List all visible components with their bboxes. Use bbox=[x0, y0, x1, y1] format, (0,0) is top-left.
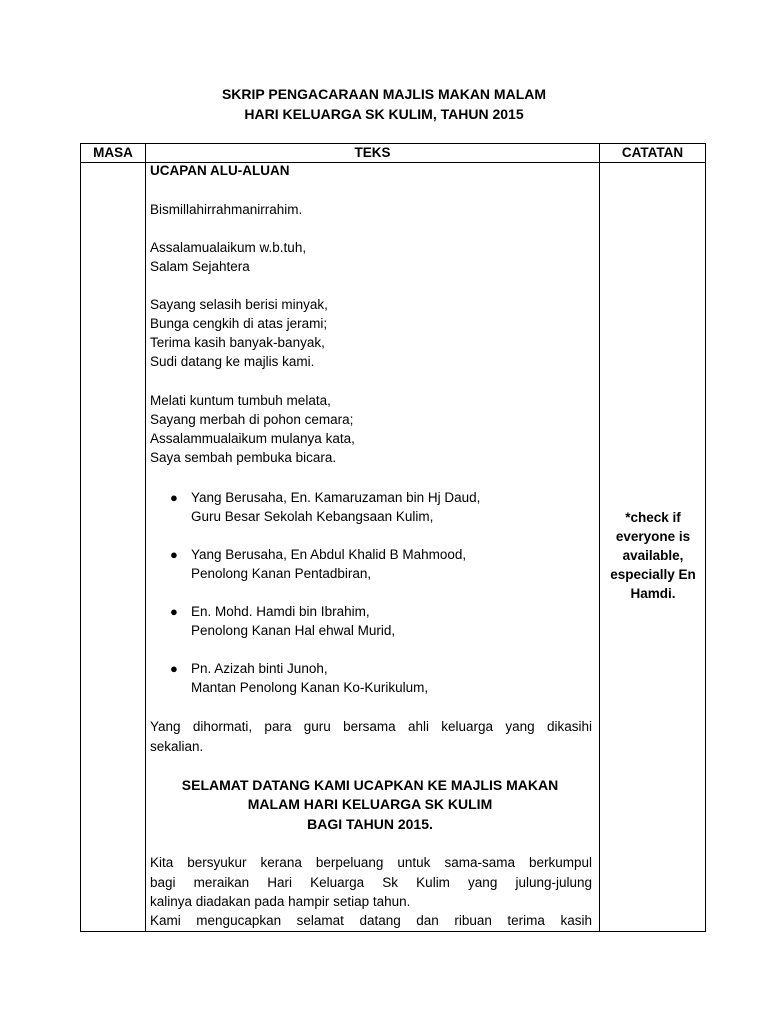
guest-role: Penolong Kanan Pentadbiran, bbox=[191, 566, 372, 581]
guest-role: Penolong Kanan Hal ehwal Murid, bbox=[191, 623, 396, 638]
header-teks: TEKS bbox=[146, 144, 600, 163]
guest-name: En. Mohd. Hamdi bin Ibrahim, bbox=[191, 604, 370, 619]
guest-name: Yang Berusaha, En Abdul Khalid B Mahmood, bbox=[191, 547, 467, 562]
guest-name: Pn. Azizah binti Junoh, bbox=[191, 661, 328, 676]
pantun2-line: Melati kuntum tumbuh melata, bbox=[150, 393, 331, 408]
document-title-line-1: SKRIP PENGACARAAN MAJLIS MAKAN MALAM bbox=[221, 86, 547, 102]
respected-line: sekalian. bbox=[150, 739, 204, 754]
respected-line: Yang dihormati, para guru bersama ahli keluarga yang dikasihi bbox=[150, 719, 592, 734]
guest-role: Mantan Penolong Kanan Ko-Kurikulum, bbox=[191, 680, 429, 695]
welcome-line: MALAM HARI KELUARGA SK KULIM bbox=[247, 796, 493, 812]
catatan-cell bbox=[600, 163, 706, 932]
paragraph-line: Kami mengucapkan selamat datang dan ribuan terima kasih bbox=[150, 913, 592, 928]
pantun1-line: Bunga cengkih di atas jerami; bbox=[150, 316, 328, 331]
paragraph-line: bagi meraikan Hari Keluarga Sk Kulim yang julung-julung bbox=[150, 875, 592, 890]
pantun1-line: Sudi datang ke majlis kami. bbox=[150, 354, 315, 369]
document-title-line-2: HARI KELUARGA SK KULIM, TAHUN 2015 bbox=[244, 106, 524, 122]
section-heading: UCAPAN ALU-ALUAN bbox=[150, 163, 290, 178]
table-row bbox=[81, 163, 706, 932]
pantun1-line: Sayang selasih berisi minyak, bbox=[150, 297, 328, 312]
pantun1-line: Terima kasih banyak-banyak, bbox=[150, 335, 325, 350]
guest-role: Guru Besar Sekolah Kebangsaan Kulim, bbox=[191, 509, 434, 524]
guest-name: Yang Berusaha, En. Kamaruzaman bin Hj Daud, bbox=[191, 490, 481, 505]
welcome-line: BAGI TAHUN 2015. bbox=[307, 816, 433, 832]
teks-cell bbox=[146, 163, 600, 932]
paragraph-line: Kita bersyukur kerana berpeluang untuk sama-sama berkumpul bbox=[150, 855, 592, 870]
pantun2-line: Assalammualaikum mulanya kata, bbox=[150, 431, 355, 446]
script-table bbox=[80, 143, 706, 932]
pantun2-line: Sayang merbah di pohon cemara; bbox=[150, 412, 354, 427]
header-catatan: CATATAN bbox=[600, 144, 706, 163]
pantun2-line: Saya sembah pembuka bicara. bbox=[150, 450, 337, 465]
paragraph-line: kalinya diadakan pada hampir setiap tahun. bbox=[150, 894, 411, 909]
salam-line-1: Assalamualaikum w.b.tuh, bbox=[150, 240, 307, 255]
masa-cell bbox=[81, 163, 146, 932]
welcome-line: SELAMAT DATANG KAMI UCAPKAN KE MAJLIS MAKAN bbox=[181, 777, 559, 793]
bullet-icon: ● bbox=[170, 604, 178, 619]
salam-line-2: Salam Sejahtera bbox=[150, 259, 250, 274]
bullet-icon: ● bbox=[170, 547, 178, 562]
header-masa: MASA bbox=[81, 144, 146, 163]
bismillah-line: Bismillahirrahmanirrahim. bbox=[150, 202, 303, 217]
bullet-icon: ● bbox=[170, 490, 178, 505]
catatan-note: *check if everyone is available, especially En Hamdi. bbox=[610, 510, 696, 601]
table-header-row bbox=[81, 144, 706, 163]
bullet-icon: ● bbox=[170, 661, 178, 676]
